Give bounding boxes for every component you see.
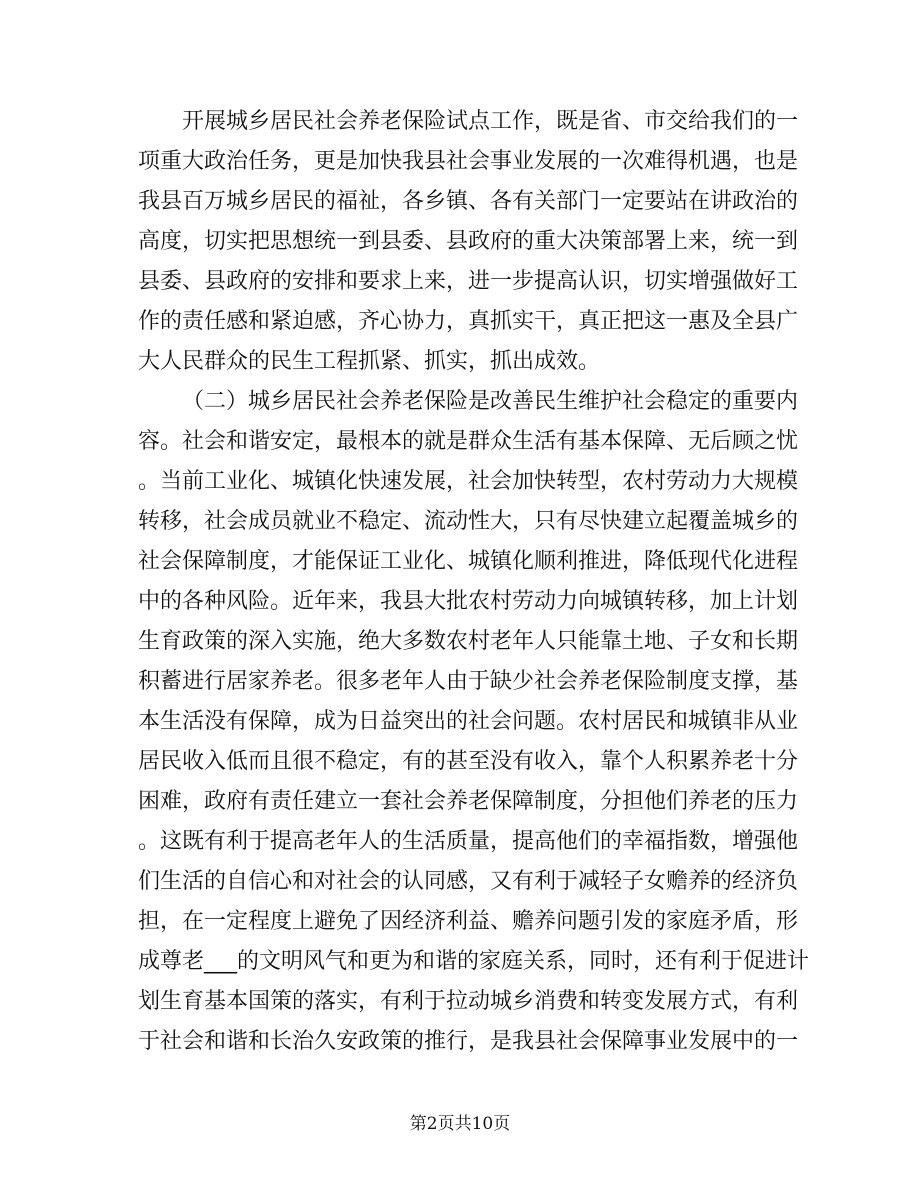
paragraph-line: 社会保障制度，才能保证工业化、城镇化顺利推进，降低现代化进程 <box>138 549 799 574</box>
paragraph-line: 本生活没有保障，成为日益突出的社会问题。农村居民和城镇非从业 <box>138 709 799 734</box>
paragraph-line: 们生活的自信心和对社会的认同感，又有利于减轻子女赡养的经济负 <box>138 869 799 894</box>
paragraph-line: 转移，社会成员就业不稳定、流动性大，只有尽快建立起覆盖城乡的 <box>138 509 799 534</box>
page-number-footer: 第2页共10页 <box>409 1114 511 1134</box>
paragraph-line: 担，在一定程度上避免了因经济利益、赡养问题引发的家庭矛盾，形 <box>138 909 799 934</box>
paragraph-line: 成尊老___的文明风气和更为和谐的家庭关系，同时，还有利于促进计 <box>138 949 810 974</box>
paragraph-line: 作的责任感和紧迫感，齐心协力，真抓实干，真正把这一惠及全县广 <box>138 309 799 334</box>
paragraph-line: 我县百万城乡居民的福祉，各乡镇、各有关部门一定要站在讲政治的 <box>138 189 799 214</box>
paragraph-line: 划生育基本国策的落实，有利于拉动城乡消费和转变发展方式，有利 <box>138 989 799 1014</box>
paragraph-line: 积蓄进行居家养老。很多老年人由于缺少社会养老保险制度支撑，基 <box>138 669 799 694</box>
paragraph-line: 中的各种风险。近年来，我县大批农村劳动力向城镇转移，加上计划 <box>138 589 799 614</box>
paragraph-line: 容。社会和谐安定，最根本的就是群众生活有基本保障、无后顾之忧 <box>138 429 799 454</box>
paragraph-line: 。当前工业化、城镇化快速发展，社会加快转型，农村劳动力大规模 <box>138 469 799 494</box>
paragraph-line: 困难，政府有责任建立一套社会养老保障制度，分担他们养老的压力 <box>138 789 799 814</box>
paragraph-line: 。这既有利于提高老年人的生活质量，提高他们的幸福指数，增强他 <box>138 829 799 854</box>
section-heading-line: （二）城乡居民社会养老保险是改善民生维护社会稳定的重要内 <box>182 389 799 414</box>
paragraph-line: 项重大政治任务，更是加快我县社会事业发展的一次难得机遇，也是 <box>138 149 799 174</box>
paragraph-line: 大人民群众的民生工程抓紧、抓实，抓出成效。 <box>138 349 601 374</box>
paragraph-line: 高度，切实把思想统一到县委、县政府的重大决策部署上来，统一到 <box>138 229 799 254</box>
paragraph-line: 居民收入低而且很不稳定，有的甚至没有收入，靠个人积累养老十分 <box>138 749 799 774</box>
paragraph-line: 开展城乡居民社会养老保险试点工作，既是省、市交给我们的一 <box>182 109 799 134</box>
paragraph-line: 生育政策的深入实施，绝大多数农村老年人只能靠土地、子女和长期 <box>138 629 799 654</box>
paragraph-line: 于社会和谐和长治久安政策的推行，是我县社会保障事业发展中的一 <box>138 1029 799 1054</box>
paragraph-line: 县委、县政府的安排和要求上来，进一步提高认识，切实增强做好工 <box>138 269 799 294</box>
